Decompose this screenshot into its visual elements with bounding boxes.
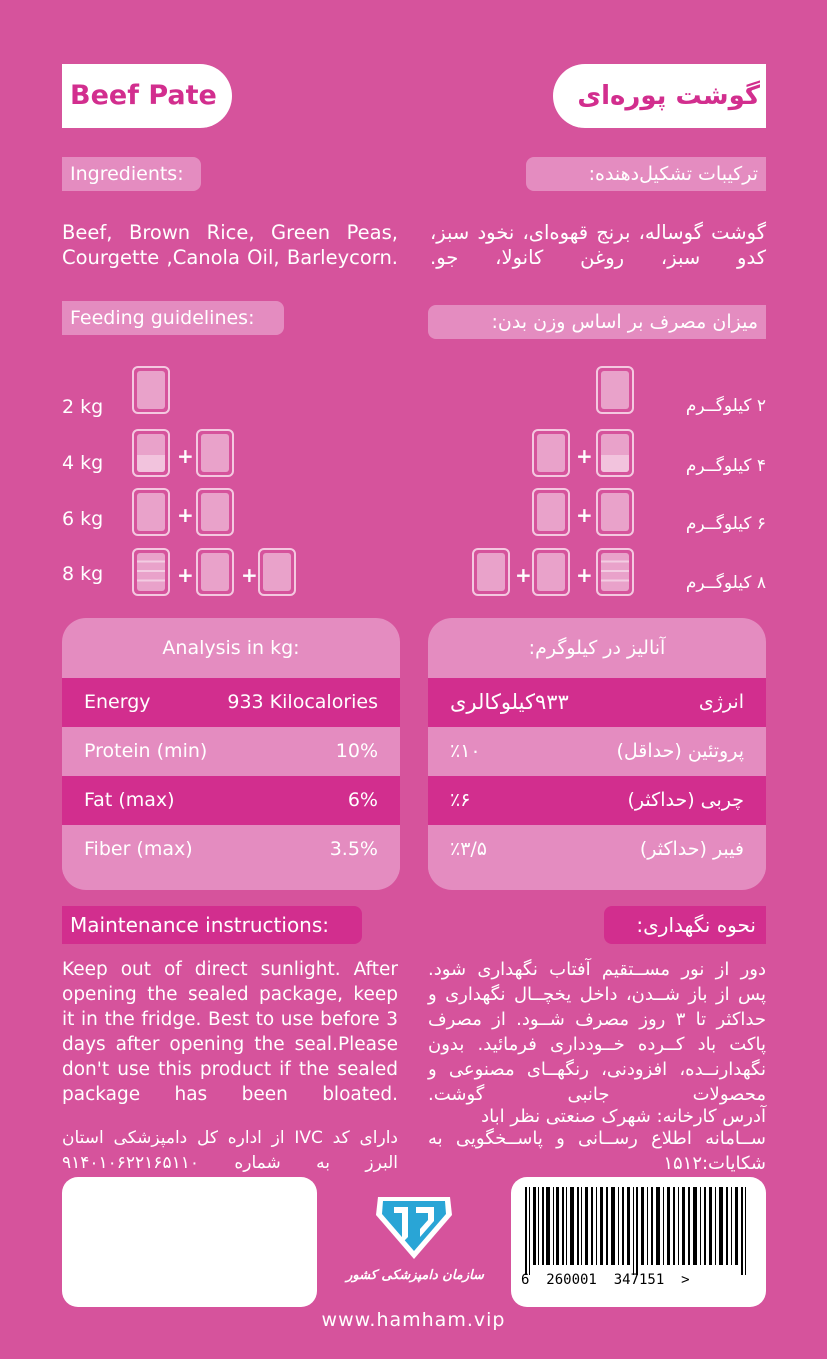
maintenance-label-en (62, 906, 362, 944)
english-title-text: Beef Pate (70, 80, 217, 111)
plus-sign: + (576, 503, 593, 527)
maintenance-label-fa-text: نحوه نگهداری: (636, 913, 756, 937)
feed-row-en-6kg: 6 kg (62, 508, 104, 530)
pouch-icon (596, 366, 634, 414)
logo-caption: سازمان دامپزشکی کشور (346, 1268, 484, 1283)
analysis-value: ٪۱۰ (450, 740, 481, 762)
analysis-value: 10% (335, 740, 378, 762)
feed-row-fa-6kg: ۶ کیلوگــرم (685, 514, 766, 534)
analysis-table-fa (428, 618, 766, 890)
feeding-label-fa (428, 305, 766, 339)
barcode-box (511, 1177, 766, 1307)
persian-title-text: گوشت پوره‌ای (577, 81, 760, 111)
factory-address-fa: آدرس کارخانه: شهرک صنعتی نظر اباد (481, 1106, 766, 1127)
analysis-title-en: Analysis in kg: (162, 637, 300, 659)
quarter-pouch-icon (132, 548, 170, 596)
pouch-icon (532, 488, 570, 536)
website-url: www.hamham.vip (321, 1309, 506, 1331)
maintenance-label-fa (604, 906, 766, 944)
quarter-pouch-icon (596, 548, 634, 596)
analysis-row-energy (62, 678, 400, 727)
ingredients-text-fa: گوشت گوساله، برنج قهوه‌ای، نخود سبز، کدو سبز، روغن کانولا، جو. (430, 221, 766, 269)
analysis-row-fat-fa (428, 776, 766, 825)
plus-sign: + (576, 444, 593, 468)
analysis-row-protein (62, 727, 400, 776)
ingredients-label-fa-text: ترکیبات تشکیل‌دهنده: (588, 163, 758, 185)
feed-row-fa-2kg: ۲ کیلوگــرم (685, 396, 766, 416)
analysis-name: Fiber (max) (84, 838, 193, 860)
plus-sign: + (515, 563, 532, 587)
analysis-name: فیبر (حداکثر) (639, 838, 744, 860)
analysis-name: Energy (84, 691, 151, 713)
pouch-icon (132, 488, 170, 536)
plus-sign: + (177, 444, 194, 468)
feeding-label-fa-text: میزان مصرف بر اساس وزن بدن: (491, 311, 758, 333)
analysis-name: انرژی (698, 691, 744, 713)
feed-row-fa-4kg: ۴ کیلوگــرم (685, 456, 766, 476)
ingredients-label-en-text: Ingredients: (70, 163, 184, 185)
pouch-icon (196, 488, 234, 536)
maintenance-text-fa: دور از نور مســتقیم آفتاب نگهداری شود. پس از باز شــدن، داخل یخچــال نگهداری و حداکثر تا ۳ روز مصرف شــود. از مصرف پاکت باد کــرده خــودداری فرمائید. بدون نگهدارنــده، افزودنی، رنگهــای مصنوعی و محصولات جانبی گوشت. (428, 959, 766, 1105)
analysis-name: چربی (حداکثر) (627, 789, 744, 811)
pouch-icon (472, 548, 510, 596)
analysis-value: 933 Kilocalories (227, 691, 378, 713)
analysis-title-fa: آنالیز در کیلوگرم: (528, 637, 666, 659)
half-pouch-icon (132, 429, 170, 477)
plus-sign: + (177, 563, 194, 587)
feeding-label-en (62, 301, 284, 335)
analysis-row-fiber (62, 825, 400, 874)
blank-label-box (62, 1177, 317, 1307)
english-title (62, 64, 232, 128)
persian-title (553, 64, 766, 128)
pouch-icon (596, 488, 634, 536)
pouch-icon (532, 429, 570, 477)
analysis-name: Protein (min) (84, 740, 208, 762)
ingredients-text-en: Beef, Brown Rice, Green Peas, Courgette ,Canola Oil, Barleycorn. (62, 221, 398, 269)
pouch-icon (132, 366, 170, 414)
pouch-icon (258, 548, 296, 596)
feeding-label-en-text: Feeding guidelines: (70, 307, 255, 329)
pouch-icon (196, 548, 234, 596)
barcode-icon (523, 1187, 753, 1275)
plus-sign: + (576, 563, 593, 587)
analysis-table-en (62, 618, 400, 890)
analysis-name: Fat (max) (84, 789, 175, 811)
analysis-value: ٪۶ (450, 789, 471, 811)
analysis-row-protein-fa (428, 727, 766, 776)
analysis-value: 6% (347, 789, 378, 811)
ingredients-label-fa (526, 157, 766, 191)
pouch-icon (532, 548, 570, 596)
analysis-row-fat (62, 776, 400, 825)
veterinary-logo-icon (372, 1193, 456, 1263)
half-pouch-icon (596, 429, 634, 477)
plus-sign: + (177, 503, 194, 527)
analysis-row-energy-fa (428, 678, 766, 727)
feed-row-en-8kg: 8 kg (62, 563, 104, 585)
pouch-icon (196, 429, 234, 477)
support-line-fa: ســامانه اطلاع رســانی و پاســخگویی به شکایات:۱۵۱۲ (428, 1128, 766, 1174)
barcode-digits: 6 260001 347151 > (521, 1272, 690, 1288)
analysis-name: پروتئین (حداقل) (616, 740, 744, 762)
analysis-value: 3.5% (329, 838, 378, 860)
maintenance-label-en-text: Maintenance instructions: (70, 913, 330, 937)
analysis-value: ٪۳/۵ (450, 838, 488, 860)
ivc-text: دارای کد IVC از اداره کل دامپزشکی استان البرز به شماره ۹۱۴۰۱۰۶۲۲۱۶۵۱۱۰ (62, 1128, 399, 1173)
feed-row-en-4kg: 4 kg (62, 452, 104, 474)
maintenance-text-en: Keep out of direct sunlight. After opening the sealed package, keep it in the fridge. Best to use before 3 days after opening the seal.Please don't use this product if the sealed package has been bloated. (62, 959, 398, 1105)
feed-row-en-2kg: 2 kg (62, 396, 104, 418)
ingredients-label-en (62, 157, 201, 191)
analysis-value: ۹۳۳کیلوکالری (450, 690, 569, 714)
feed-row-fa-8kg: ۸ کیلوگــرم (685, 573, 766, 593)
analysis-row-fiber-fa (428, 825, 766, 874)
plus-sign: + (241, 563, 258, 587)
